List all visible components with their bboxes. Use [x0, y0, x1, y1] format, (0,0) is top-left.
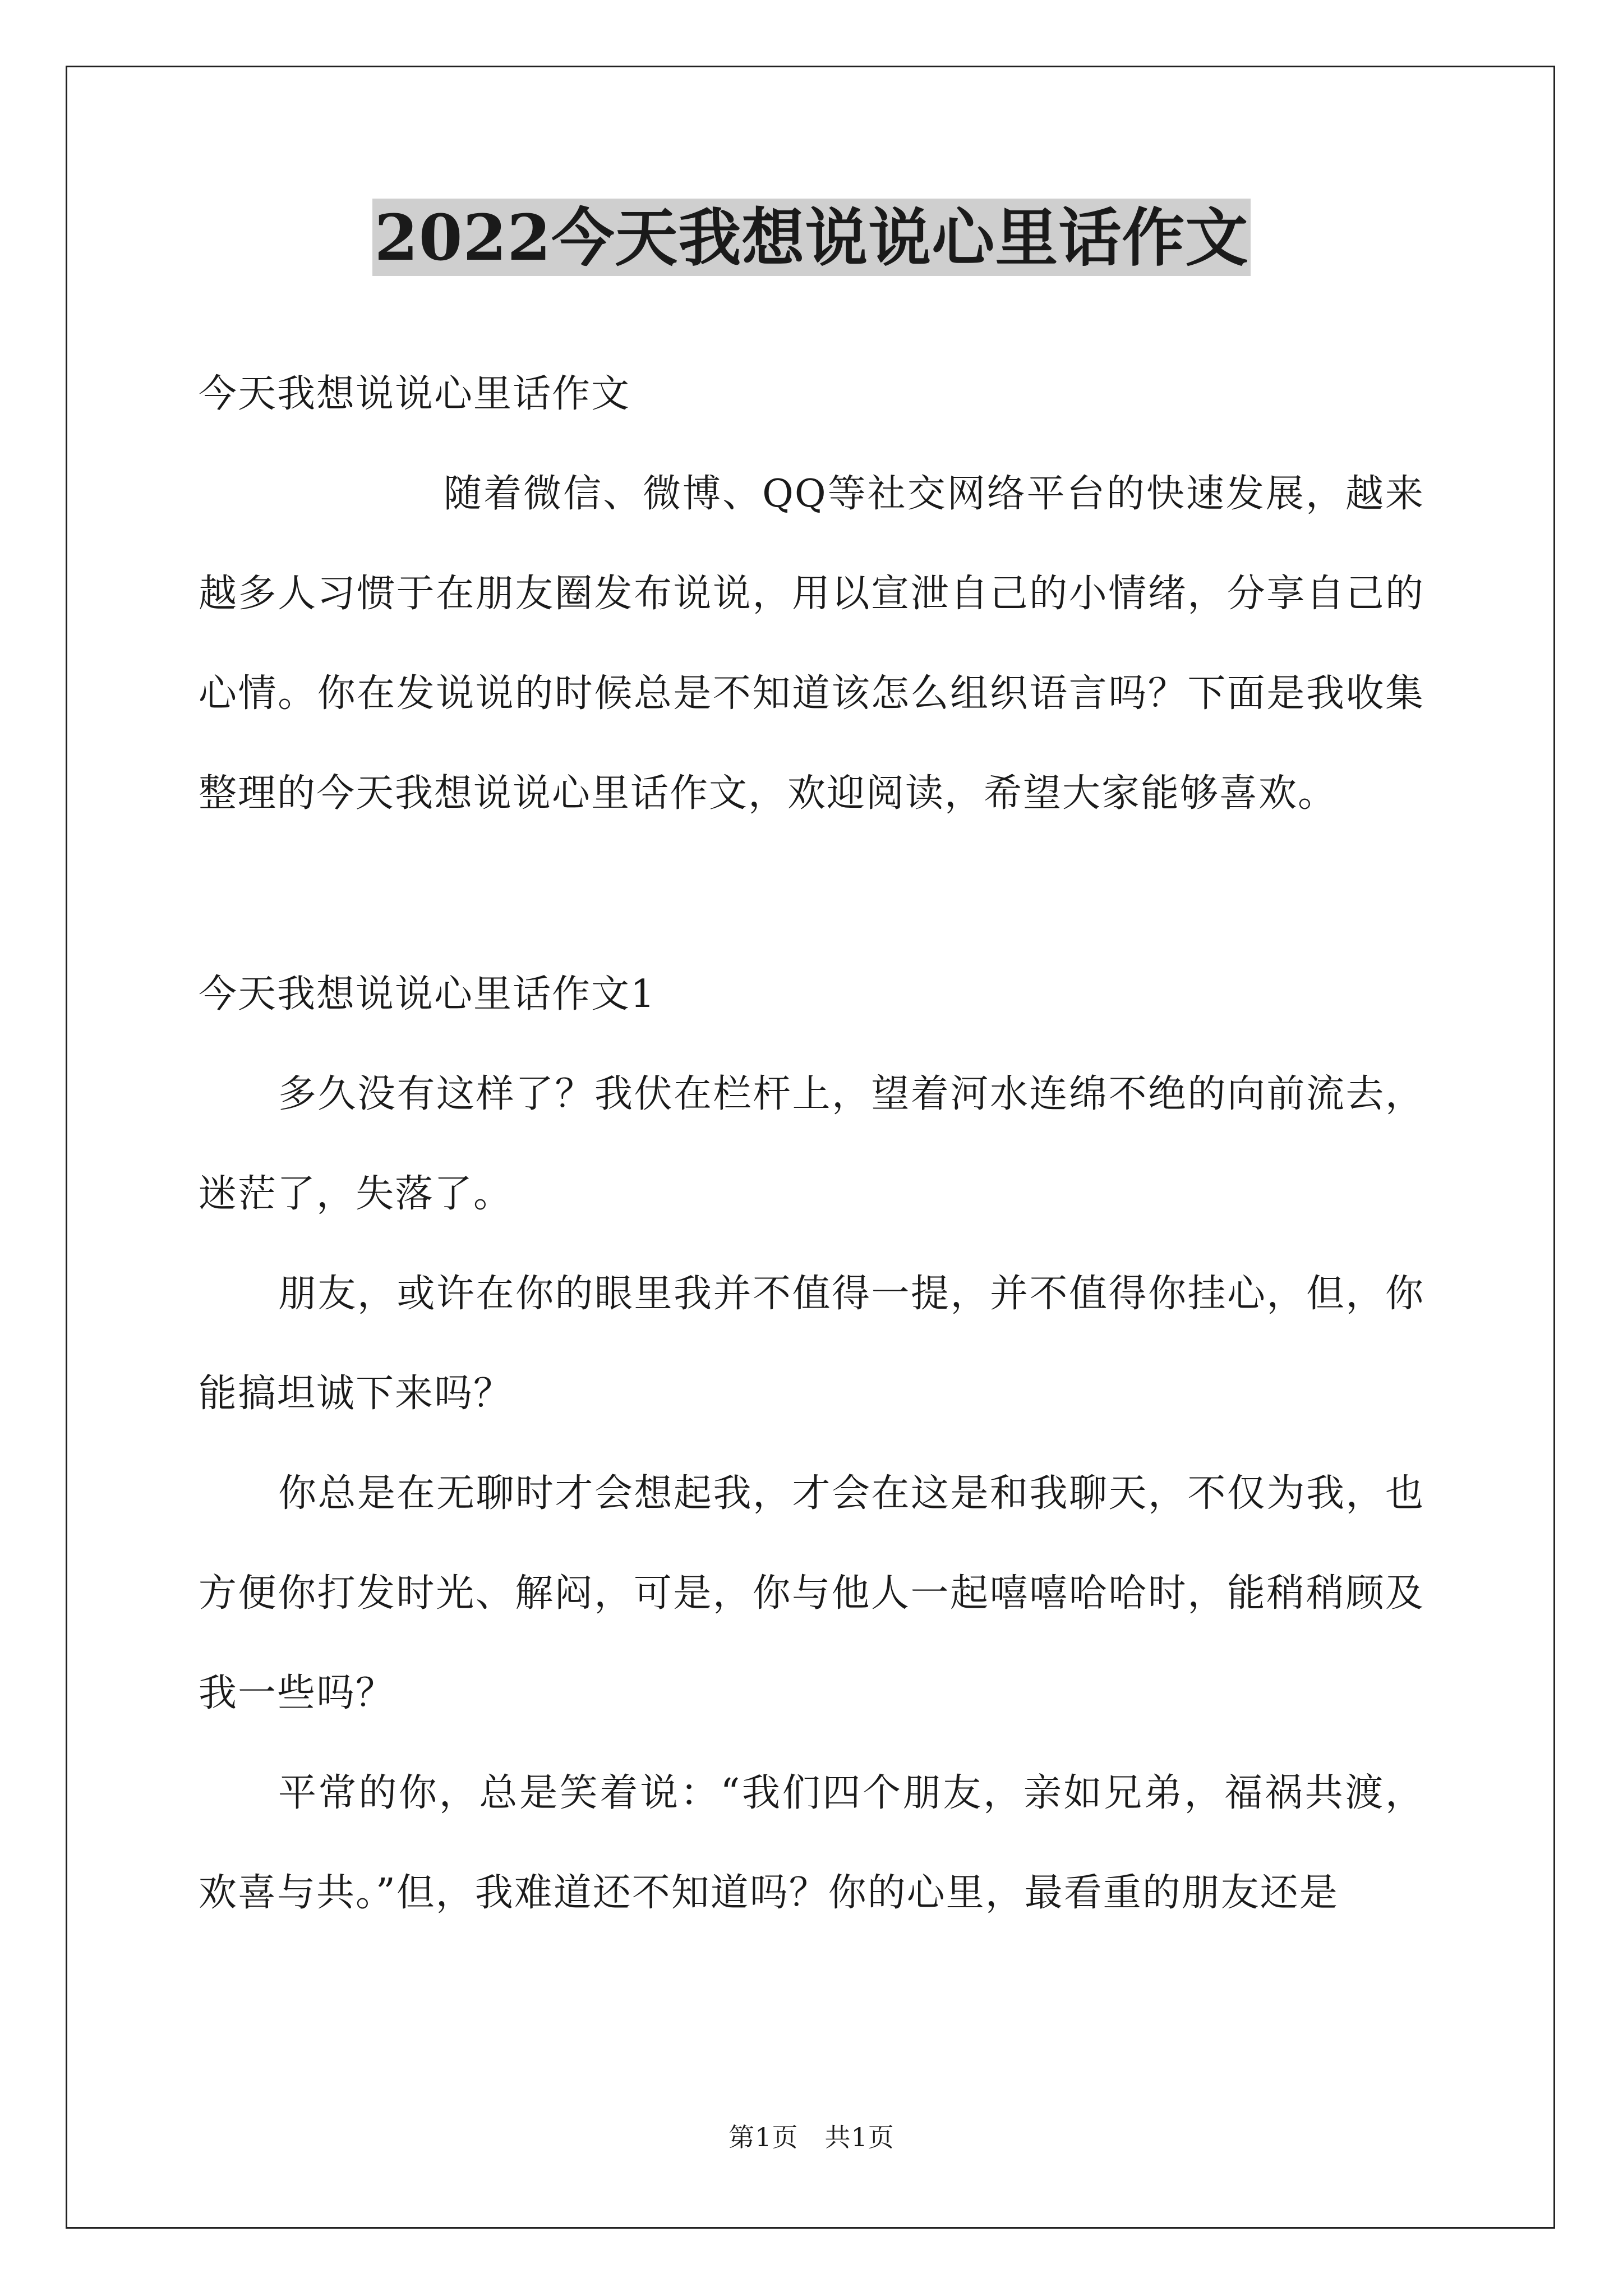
- body-paragraph: 平常的你，总是笑着说：“我们四个朋友，亲如兄弟，福祸共渡，欢喜与共。”但，我难道还不知道吗？你的心里，最看重的朋友还是: [199, 1771, 1424, 1915]
- intro-paragraph: 随着微信、微博、QQ等社交网络平台的快速发展，越来越多人习惯于在朋友圈发布说说，用以宣泄自己的小情绪，分享自己的心情。你在发说说的时候总是不知道该怎么组织语言吗？下面是我收集整理的今天我想说说心里话作文，欢迎阅读，希望大家能够喜欢。: [199, 472, 1424, 816]
- section-gap: [199, 844, 1424, 945]
- document-body: [199, 199, 1424, 1943]
- body-paragraph: 朋友，或许在你的眼里我并不值得一提，并不值得你挂心，但，你能搞坦诚下来吗？: [199, 1272, 1424, 1416]
- document-subtitle: 今天我想说说心里话作文: [199, 372, 631, 416]
- body-paragraph: 你总是在无聊时才会想起我，才会在这是和我聊天，不仅为我，也方便你打发时光、解闷，可是，你与他人一起嘻嘻哈哈时，能稍稍顾及我一些吗？: [199, 1471, 1424, 1715]
- page-footer: 第1页 共1页: [728, 2122, 895, 2152]
- body-paragraph: 多久没有这样了？我伏在栏杆上，望着河水连绵不绝的向前流去，迷茫了，失落了。: [199, 1072, 1424, 1216]
- document-title: [199, 199, 1424, 278]
- document-title-text: 2022今天我想说说心里话作文: [372, 199, 1251, 276]
- section-heading: 今天我想说说心里话作文1: [199, 972, 656, 1016]
